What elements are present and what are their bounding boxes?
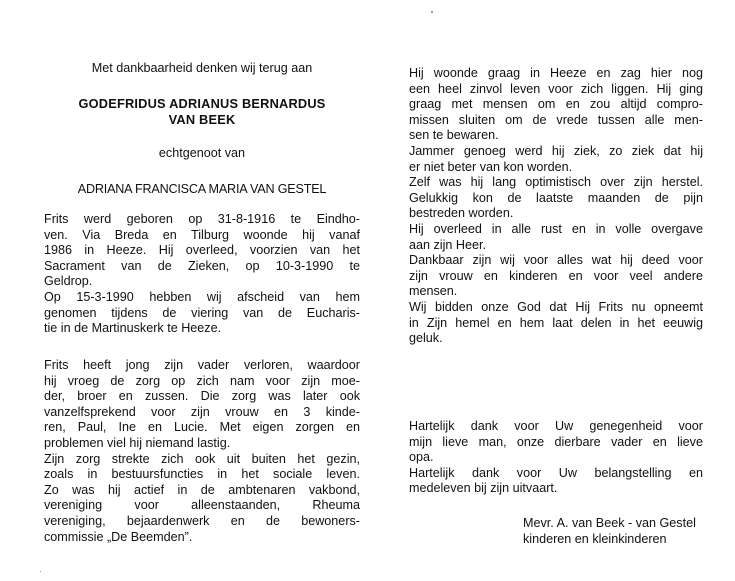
- biography-paragraph-2: [44, 358, 360, 545]
- text-line: Op 15-3-1990 hebben wij afscheid van hem: [44, 289, 360, 304]
- text-line: Hartelijk dank voor Uw belangstelling en: [409, 465, 703, 480]
- text-line: Jammer genoeg werd hij ziek, zo ziek dat hij: [409, 143, 703, 158]
- text-line: Hij woonde graag in Heeze en zag hier nog: [409, 66, 703, 80]
- text-line: mijn lieve man, onze dierbare vader en lieve: [409, 434, 703, 449]
- text-line: der, broer en zussen. Die zorg was later ook: [44, 389, 360, 404]
- text-line: Hartelijk dank voor Uw genegenheid voor: [409, 419, 703, 433]
- text-line: Sacrament van de Zieken, op 10-3-1990 te: [44, 258, 360, 273]
- reflection-paragraph: [409, 66, 703, 347]
- text-line: graag met mensen om en zou altijd compro-: [409, 97, 703, 112]
- biography-paragraph-1: [44, 212, 360, 337]
- thanks-paragraph: [409, 419, 703, 497]
- text-line: hij vroeg de zorg op zich nam voor zijn moe-: [44, 373, 360, 388]
- text-line: een heel zinvol leven voor zich liggen. Hij ging: [409, 81, 703, 96]
- text-line: 1986 in Heeze. Hij overleed, voorzien van het: [44, 243, 360, 258]
- text-line: Frits heeft jong zijn vader verloren, waardoor: [44, 358, 360, 372]
- spouse-name: ADRIANA FRANCISCA MARIA VAN GESTEL: [77, 182, 327, 196]
- text-line: Geldrop.: [44, 274, 93, 289]
- text-line: Gelukkig kon de laatste maanden de pijn: [409, 190, 703, 205]
- text-line: Zijn zorg strekte zich ook uit buiten het gezin,: [44, 451, 360, 466]
- text-line: Hij overleed in alle rust en in volle overgave: [409, 221, 703, 236]
- spouse-label: echtgenoot van: [158, 146, 246, 160]
- signature-line-1: Mevr. A. van Beek - van Gestel: [523, 516, 696, 530]
- text-line: vereniging voor alleenstaanden, Rheuma: [44, 498, 360, 513]
- text-line: zoals in bestuursfuncties in het sociale leven.: [44, 467, 360, 482]
- text-line: medeleven bij zijn uitvaart.: [409, 481, 558, 496]
- text-line: tie in de Martinuskerk te Heeze.: [44, 321, 222, 336]
- text-line: in Zijn hemel en hem laat delen in het eeuwig: [409, 315, 703, 330]
- text-line: genomen tijdens de viering van de Eucharis-: [44, 305, 360, 320]
- intro-line: Met dankbaarheid denken wij terug aan: [91, 61, 313, 75]
- text-line: geluk.: [409, 331, 443, 346]
- text-line: vanzelfsprekend voor zijn vrouw en 3 kinde-: [44, 404, 360, 419]
- text-line: commissie „De Beemden”.: [44, 529, 193, 544]
- text-line: zijn vrouw en kinderen en voor veel andere: [409, 268, 703, 283]
- text-line: Zo was hij actief in de ambtenaren vakbond,: [44, 482, 360, 497]
- deceased-name-line2: VAN BEEK: [168, 112, 236, 127]
- signature-line-2: kinderen en kleinkinderen: [523, 532, 667, 546]
- text-line: aan zijn Heer.: [409, 237, 487, 252]
- text-line: vereniging, bejaardenwerk en de bewoners-: [44, 513, 360, 528]
- text-line: sen te bewaren.: [409, 128, 499, 143]
- text-line: Zelf was hij lang optimistisch over zijn herstel.: [409, 175, 703, 190]
- text-line: ren, Paul, Ine en Lucie. Met eigen zorgen en: [44, 420, 360, 435]
- print-speck: [431, 11, 433, 13]
- deceased-name-first: GODEFRIDUS ADRIANUS BERNARDUS: [78, 96, 326, 111]
- text-line: Frits werd geboren op 31-8-1916 te Eindho-: [44, 212, 360, 226]
- text-line: bestreden worden.: [409, 206, 514, 221]
- text-line: opa.: [409, 450, 434, 465]
- text-line: missen sluiten om de vrede tussen alle men-: [409, 112, 703, 127]
- print-speck: [40, 571, 41, 572]
- text-line: mensen.: [409, 284, 458, 299]
- text-line: Dankbaar zijn wij voor alles wat hij deed voor: [409, 253, 703, 268]
- deceased-name-line1: [44, 96, 360, 112]
- text-line: problemen viel hij niemand lastig.: [44, 435, 231, 450]
- text-line: er niet beter van kon worden.: [409, 159, 573, 174]
- text-line: ven. Via Breda en Tilburg woonde hij vanaf: [44, 227, 360, 242]
- text-line: Wij bidden onze God dat Hij Frits nu opneemt: [409, 299, 703, 314]
